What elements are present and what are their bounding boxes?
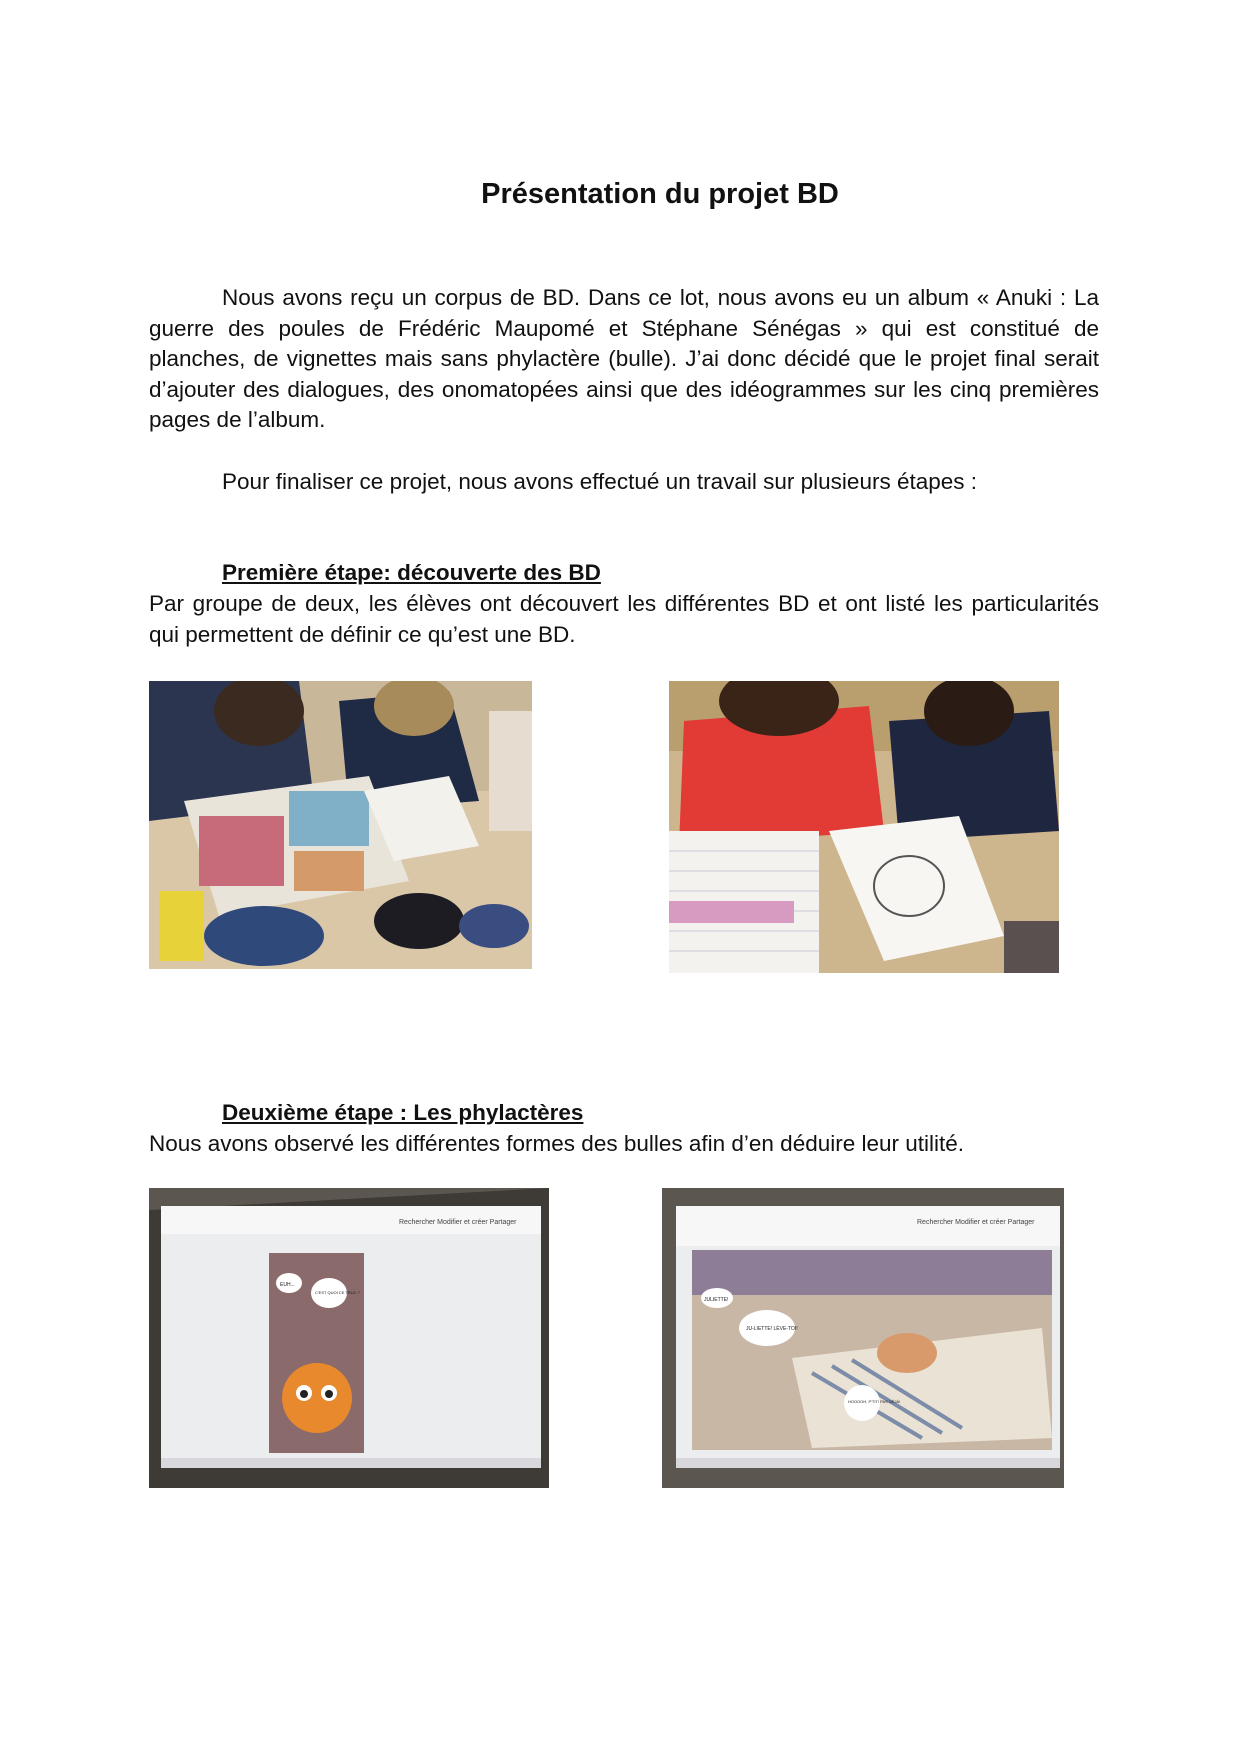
step2-heading: Deuxième étape : Les phylactères — [222, 1100, 584, 1125]
screen1-toolbar: Rechercher Modifier et créer Partager — [399, 1219, 517, 1226]
step2-text: Nous avons observé les différentes formes des bulles afin d’en déduire leur utilité. — [149, 1131, 965, 1156]
photo-students-reading — [149, 681, 532, 969]
screen2-toolbar: Rechercher Modifier et créer Partager — [917, 1219, 1035, 1226]
screen2-bubble3: HOOOOH, P'TIT! PAS DÉJÀ! — [848, 1399, 901, 1404]
screen2-bubble2: JU-LIETTE! LÈVE-TOI! — [746, 1326, 798, 1332]
intro-paragraph: Nous avons reçu un corpus de BD. Dans ce lot, nous avons eu un album « Anuki : La guerre des poules de Frédéric Maupomé et Stéphane Sénégas » qui est constitué de planches, de vignettes mais sans phylactère (bulle). J’ai donc décidé que le projet final serait d’ajouter des dialogues, des onomatopées ainsi que des idéogrammes sur les cinq premières pages de l’album. — [149, 285, 1099, 432]
photo-screen-comic-cover — [149, 1188, 549, 1488]
screen1-bubble2: C'EST QUOI CE TRUC ? — [315, 1290, 360, 1295]
step1-heading: Première étape: découverte des BD — [222, 560, 601, 585]
photo-screen-comic-page — [662, 1188, 1064, 1488]
page-title: Présentation du projet BD — [481, 178, 839, 210]
screen1-bubble1: EUH... — [280, 1282, 295, 1288]
photo-students-notebook — [669, 681, 1059, 973]
screen2-bubble1: JULIETTE! — [704, 1297, 729, 1303]
step1-text: Par groupe de deux, les élèves ont découvert les différentes BD et ont listé les particularités qui permettent de définir ce qu’est une BD. — [149, 591, 1099, 647]
steps-intro: Pour finaliser ce projet, nous avons effectué un travail sur plusieurs étapes : — [222, 469, 978, 494]
